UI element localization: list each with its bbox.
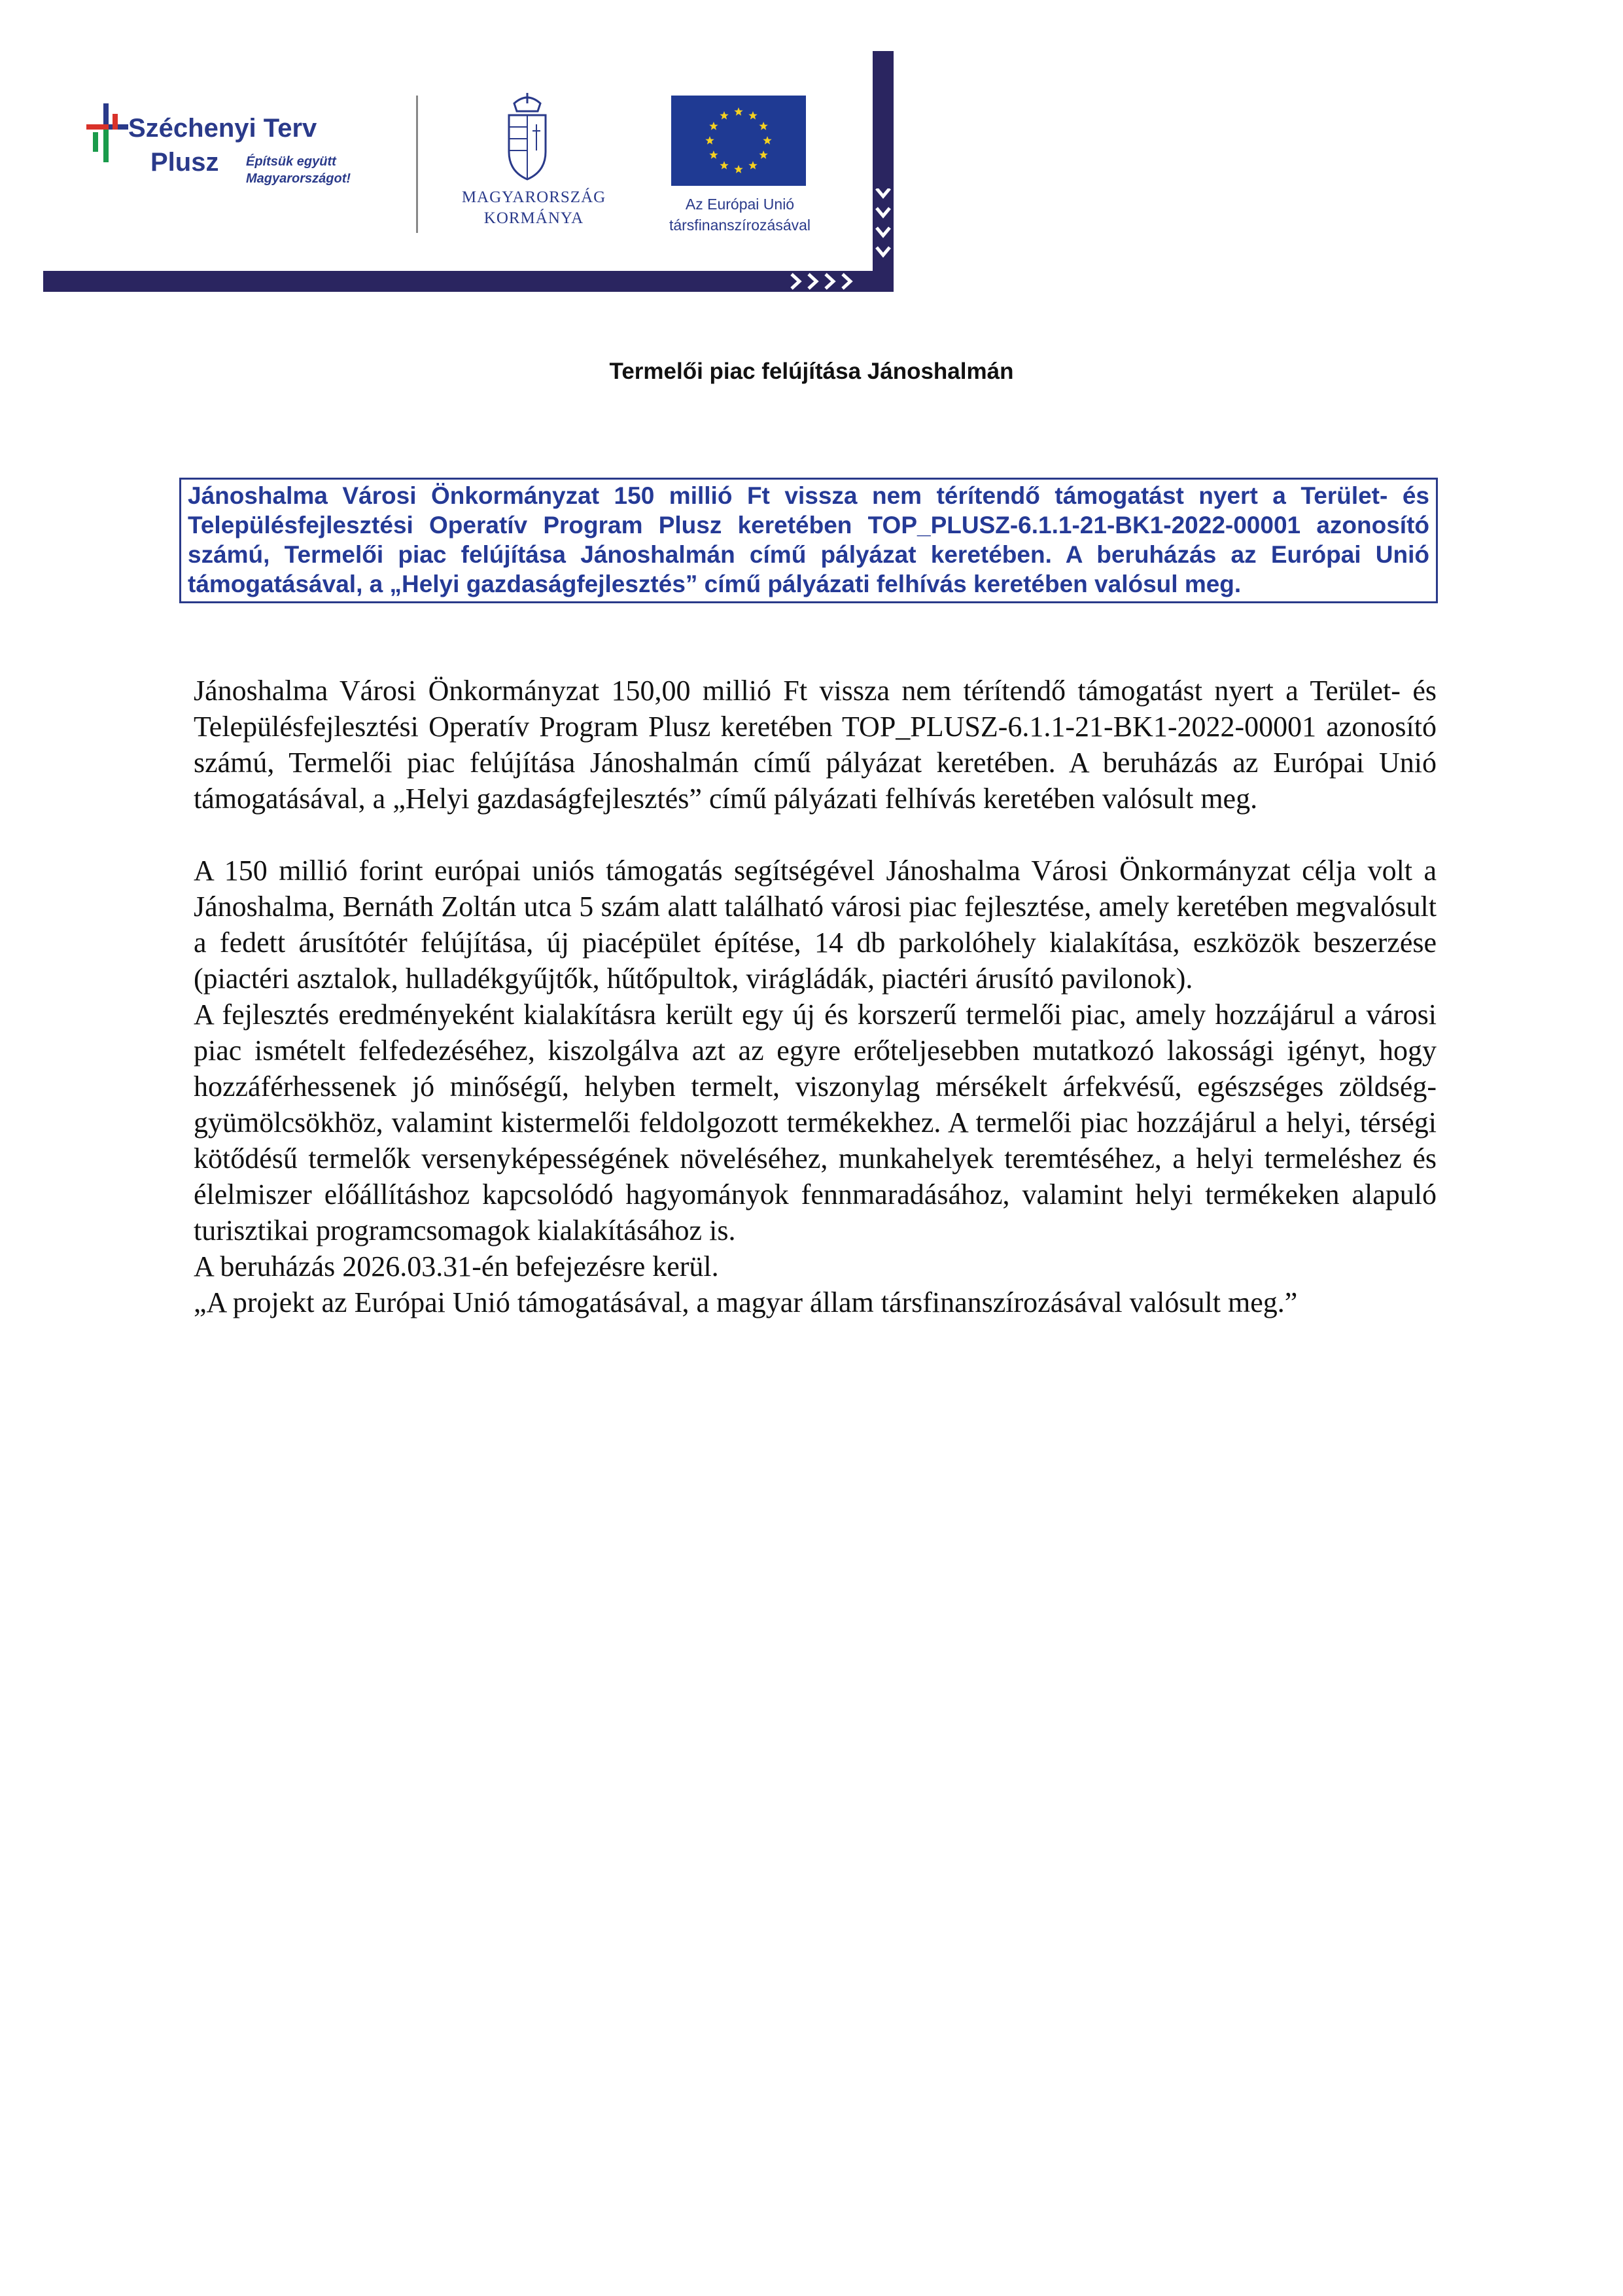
eu-star-icon	[709, 150, 718, 159]
government-label	[455, 187, 612, 229]
header-banner	[43, 51, 894, 294]
government-label-line1: MAGYARORSZÁG	[461, 188, 606, 206]
summary-box: Jánoshalma Városi Önkormányzat 150 millió Ft vissza nem térítendő támogatást nyert a Terület- és Településfejlesztési Operatív Program Plusz keretében TOP_PLUSZ-6.1.1-21-BK1-2022-00001 azonosító számú, Termelői piac felújítása Jánoshalmán című pályázat keretében. A beruházás az Európai Unió támogatásával, a „Helyi gazdaságfejlesztés” című pályázati felhívás keretében valósul meg.	[179, 478, 1438, 603]
page-title: Termelői piac felújítása Jánoshalmán	[609, 359, 1014, 384]
paragraph-completion: A beruházás 2026.03.31-én befejezésre kerül.	[194, 1250, 719, 1282]
paragraph-goals: A 150 millió forint európai uniós támogatás segítségével Jánoshalma Városi Önkormányzat célja volt a Jánoshalma, Bernáth Zoltán utca 5 szám alatt található városi piac fejlesztése, amely keretében megvalósult a fedett árusítótér felújítása, új piacépület építése, 14 db parkolóhely kialakítása, eszközök beszerzése (piactéri asztalok, hulladékgyűjtők, hűtőpultok, virágládák, piactéri árusító pavilonok).	[194, 855, 1437, 995]
body-text	[194, 673, 1437, 1320]
eu-star-icon	[748, 111, 757, 120]
eu-star-icon	[720, 111, 728, 120]
eu-star-icon	[709, 122, 718, 130]
szechenyi-slogan-line2: Magyarországot!	[246, 171, 351, 186]
chevron-right-icon	[789, 272, 861, 291]
eu-cofinancing-label	[645, 194, 835, 236]
hungarian-crest-icon	[495, 92, 560, 183]
eu-star-icon	[759, 122, 767, 130]
eu-star-icon	[759, 150, 767, 159]
szechenyi-cross-icon	[86, 103, 128, 162]
chevron-down-icon	[875, 188, 891, 267]
szechenyi-title: Széchenyi Terv	[128, 114, 317, 143]
government-label-line2: KORMÁNYA	[483, 209, 584, 227]
eu-star-icon	[734, 165, 742, 173]
logo-divider	[416, 96, 418, 233]
eu-label-line2: társfinanszírozásával	[669, 217, 811, 234]
paragraph-results: A fejlesztés eredményeként kialakításra került egy új és korszerű termelői piac, amely hozzájárul a városi piac ismételt felfedezéséhez, kiszolgálva azt az egyre erőteljesebben mutatkozó lakossági igényt, hogy hozzáférhessenek jó minőségű, helyben termelt, viszonylag mérsékelt árfekvésű, egészséges zöldség-gyümölcsökhöz, valamint kistermelői feldolgozott termékekhez. A termelői piac hozzájárul a helyi, térségi kötődésű termelők versenyképességének növeléséhez, munkahelyek teremtéséhez, a helyi termeléshez és élelmiszer előállításhoz kapcsolódó hagyományok fennmaradásához, valamint helyi termékeken alapuló turisztikai programcsomagok kialakításához is.	[194, 998, 1437, 1246]
eu-star-icon	[734, 107, 742, 116]
paragraph-funding-note: „A projekt az Európai Unió támogatásával, a magyar állam társfinanszírozásával valósult meg.”	[194, 1286, 1298, 1318]
banner-horizontal-bar	[43, 271, 894, 292]
eu-label-line1: Az Európai Unió	[685, 196, 795, 213]
eu-flag	[671, 96, 806, 186]
eu-star-icon	[763, 136, 771, 145]
eu-star-icon	[748, 161, 757, 169]
eu-stars-icon	[671, 96, 806, 186]
eu-star-icon	[705, 136, 714, 145]
szechenyi-slogan-line1: Építsük együtt	[246, 154, 336, 169]
paragraph-intro: Jánoshalma Városi Önkormányzat 150,00 millió Ft vissza nem térítendő támogatást nyert a Terület- és Településfejlesztési Operatív Program Plusz keretében TOP_PLUSZ-6.1.1-21-BK1-2022-00001 azonosító számú, Termelői piac felújítása Jánoshalmán című pályázat keretében. A beruházás az Európai Unió támogatásával, a „Helyi gazdaságfejlesztés” című pályázati felhívás keretében valósult meg.	[194, 675, 1437, 815]
eu-star-icon	[720, 161, 728, 169]
szechenyi-plusz: Plusz	[150, 148, 219, 177]
szechenyi-slogan	[246, 153, 351, 187]
